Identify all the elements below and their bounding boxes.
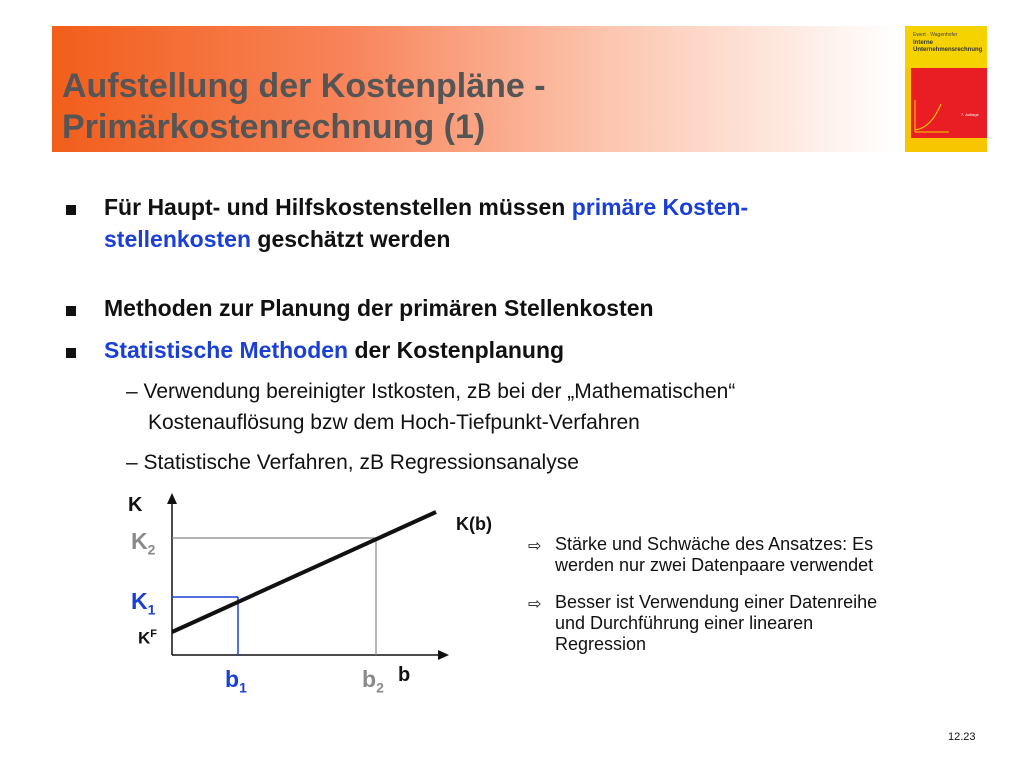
note-1-line-1: Stärke und Schwäche des Ansatzes: Es <box>555 534 874 554</box>
cost-function-label: K(b) <box>456 514 492 534</box>
bullet-2: Methoden zur Planung der primären Stellenkosten <box>104 295 654 321</box>
bullet-3-highlight: Statistische Methoden <box>104 337 349 363</box>
b1-label-sub: 1 <box>239 679 247 696</box>
note-1-line-2: werden nur zwei Datenpaare verwendet <box>555 555 874 575</box>
x-axis-arrow-icon <box>438 650 449 660</box>
b2-label <box>362 666 384 696</box>
kf-label-main: K <box>138 628 151 648</box>
book-title-line-2: Unternehmensrechnung <box>913 47 983 53</box>
note-2-line-3: Regression <box>555 634 647 654</box>
title-line-2: Primärkostenrechnung (1) <box>62 108 486 146</box>
cost-function-line <box>172 512 436 632</box>
y-axis-arrow-icon <box>167 493 177 504</box>
bullet-1-highlight: primäre Kosten- <box>571 194 749 220</box>
k1-label-sub: 1 <box>147 601 156 618</box>
b1-label <box>225 666 247 696</box>
book-edition: 7. Auflage <box>961 112 979 117</box>
k1-label-main: K <box>131 588 148 614</box>
y-axis-label: K <box>128 494 143 516</box>
sub-bullet-1-line-2: Kostenauflösung bzw dem Hoch-Tiefpunkt-Verfahren <box>148 411 640 434</box>
k1-label <box>131 588 155 618</box>
kf-label-sup: F <box>150 628 158 640</box>
sub-bullet-2: – Statistische Verfahren, zB Regressionsanalyse <box>126 451 579 474</box>
sub-bullet-1-line-1: – Verwendung bereinigter Istkosten, zB bei der „Mathematischen“ <box>126 380 736 403</box>
page-number: 12.23 <box>948 731 976 743</box>
k2-label-sub: 2 <box>147 541 156 558</box>
b2-label-sub: 2 <box>376 679 384 696</box>
kf-label <box>138 628 157 649</box>
book-author: Ewert · Wagenhofer <box>913 32 958 38</box>
note-2-line-2: und Durchführung einer linearen <box>555 613 814 633</box>
k2-label <box>131 528 155 558</box>
arrow-right-icon: ⇨ <box>528 538 542 555</box>
bullet-1-text-cont: geschätzt werden <box>251 226 451 252</box>
title-line-1: Aufstellung der Kostenpläne - <box>62 67 546 105</box>
bullet-3-text: der Kostenplanung <box>348 337 565 363</box>
x-axis-label: b <box>398 664 411 686</box>
arrow-right-icon: ⇨ <box>528 596 542 613</box>
bullet-1-text: Für Haupt- und Hilfskostenstellen müssen <box>104 194 572 220</box>
book-title-line-1: Interne <box>913 40 934 46</box>
bullet-1-highlight-cont: stellenkosten <box>104 226 251 252</box>
b1-label-main: b <box>225 666 240 692</box>
note-2-line-1: Besser ist Verwendung einer Datenreihe <box>555 592 878 612</box>
k2-label-main: K <box>131 528 148 554</box>
b2-label-main: b <box>362 666 377 692</box>
